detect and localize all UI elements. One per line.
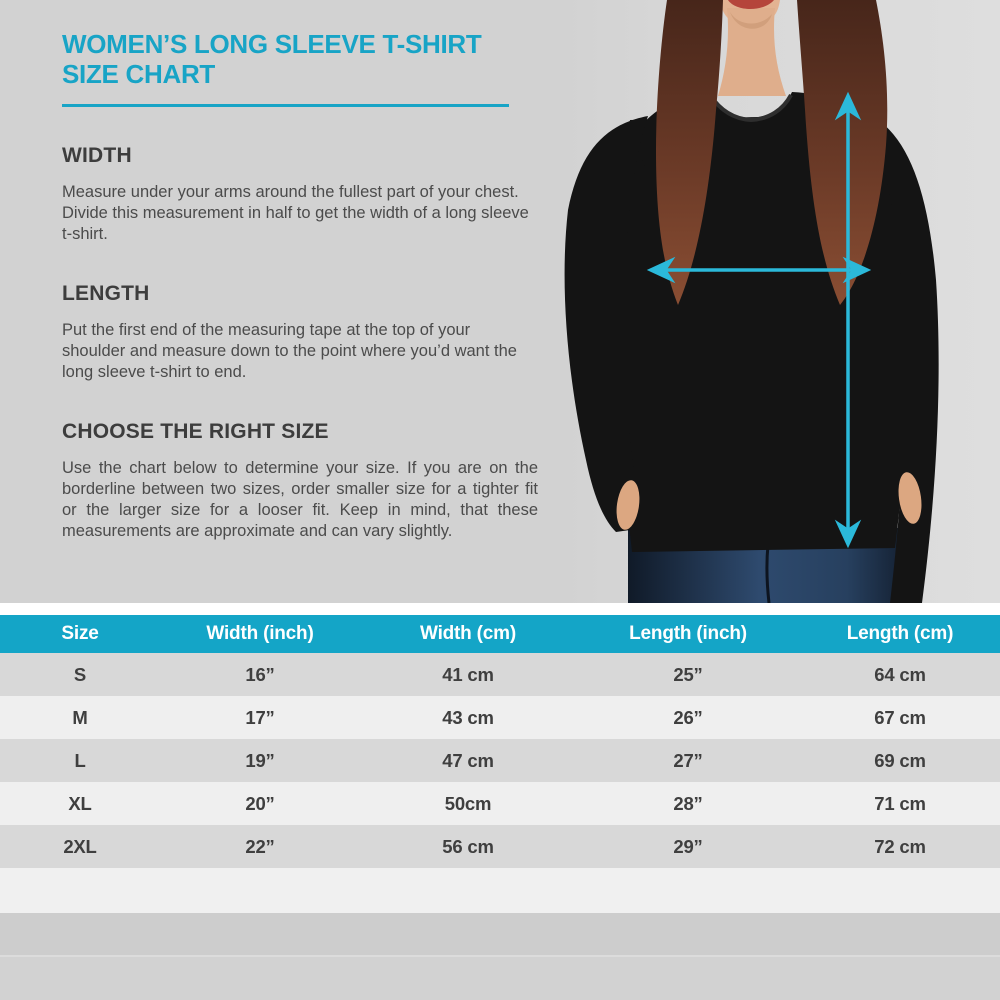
choose-size-heading: CHOOSE THE RIGHT SIZE — [62, 419, 329, 443]
size-value: 2XL — [63, 835, 97, 857]
divider-strip — [0, 603, 1000, 615]
length-cm-value: 72 cm — [874, 835, 926, 857]
width-cm-value: 47 cm — [442, 749, 494, 771]
col-header-length-cm: Length (cm) — [846, 623, 954, 644]
col-header-size: Size — [61, 623, 99, 644]
instructions-column — [0, 0, 560, 603]
length-inch-value: 25” — [673, 663, 703, 685]
table-header-row — [0, 615, 1000, 653]
title-underline — [62, 104, 509, 107]
table-empty-row — [0, 868, 1000, 913]
length-inch-value: 26” — [673, 706, 703, 728]
footer-band-top — [0, 913, 1000, 955]
length-inch-value: 28” — [673, 792, 703, 814]
width-inch-value: 22” — [245, 835, 275, 857]
width-section-heading: WIDTH — [62, 143, 132, 167]
col-header-length-inch: Length (inch) — [629, 623, 747, 644]
width-inch-value: 17” — [245, 706, 275, 728]
model-photo-svg — [560, 0, 1000, 603]
size-value: S — [73, 663, 87, 685]
width-inch-value: 16” — [245, 663, 275, 685]
size-table — [0, 615, 1000, 913]
width-cm-value: 43 cm — [442, 706, 494, 728]
length-inch-value: 29” — [673, 835, 703, 857]
table-row-xl — [0, 782, 1000, 825]
length-cm-value: 64 cm — [874, 663, 926, 685]
choose-size-text: Use the chart below to determine your size. If you are on the borderline between two sizes, order smaller size for a tighter fit or the larger size for a looser fit. Keep in mind, that these measurements are approximate and can vary slightly. — [62, 458, 538, 540]
width-section-text: Measure under your arms around the fullest part of your chest. Divide this measurement in half to get the width of a long sleeve t-shirt. — [62, 182, 529, 243]
width-cm-value: 41 cm — [442, 663, 494, 685]
page-title: WOMEN’S LONG SLEEVE T-SHIRT SIZE CHART — [62, 29, 482, 89]
table-row-l — [0, 739, 1000, 782]
width-inch-value: 20” — [245, 792, 275, 814]
col-header-width-inch: Width (inch) — [206, 623, 314, 644]
col-header-width-cm: Width (cm) — [420, 623, 516, 644]
length-cm-value: 69 cm — [874, 749, 926, 771]
length-cm-value: 71 cm — [874, 792, 926, 814]
size-value: M — [72, 706, 88, 728]
size-value: XL — [68, 792, 92, 814]
size-value: L — [74, 749, 86, 771]
footer-band-bottom — [0, 957, 1000, 1000]
length-section-heading: LENGTH — [62, 281, 150, 305]
width-cm-value: 50cm — [444, 792, 492, 814]
length-inch-value: 27” — [673, 749, 703, 771]
width-cm-value: 56 cm — [442, 835, 494, 857]
table-row-s — [0, 653, 1000, 696]
footer-area — [0, 913, 1000, 1000]
width-inch-value: 19” — [245, 749, 275, 771]
table-row-m — [0, 696, 1000, 739]
length-section-text: Put the first end of the measuring tape at the top of your shoulder and measure down to the point where you’d want the long sleeve t-shirt to end. — [62, 320, 517, 381]
table-row-2xl — [0, 825, 1000, 868]
model-photo — [560, 0, 1000, 603]
length-cm-value: 67 cm — [874, 706, 926, 728]
